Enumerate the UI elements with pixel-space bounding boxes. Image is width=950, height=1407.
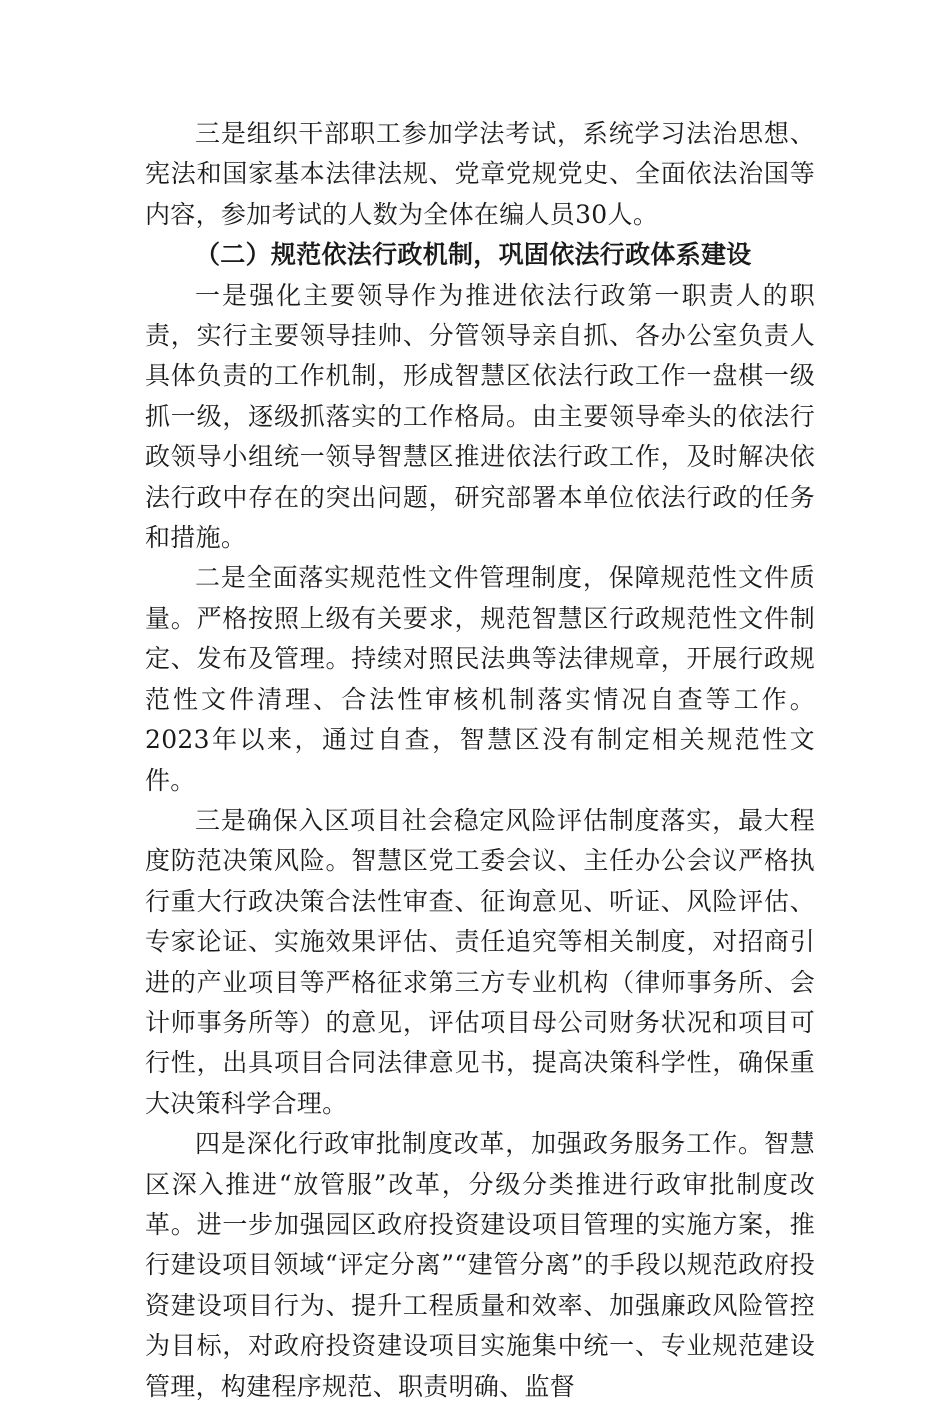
- paragraph-administrative-approval: 四是深化行政审批制度改革，加强政务服务工作。智慧区深入推进“放管服”改革，分级分类推进行政审批制度改革。进一步加强园区政府投资建设项目管理的实施方案，推行建设项目领域“评定分离”“建管分离”的手段以规范政府投资建设项目行为、提升工程质量和效率、加强廉政风险管控为目标，对政府投资建设项目实施集中统一、专业规范建设管理，构建程序规范、职责明确、监督: [145, 1129, 815, 1401]
- paragraph-leadership-responsibility: 一是强化主要领导作为推进依法行政第一职责人的职责，实行主要领导挂帅、分管领导亲自抓、各办公室负责人具体负责的工作机制，形成智慧区依法行政工作一盘棋一级抓一级，逐级抓落实的工作格局。由主要领导牵头的依法行政领导小组统一领导智慧区推进依法行政工作，及时解决依法行政中存在的突出问题，研究部署本单位依法行政的任务和措施。: [145, 280, 815, 553]
- paragraph-exam-participation: 三是组织干部职工参加学法考试，系统学习法治思想、宪法和国家基本法律法规、党章党规党史、全面依法治国等内容，参加考试的人数为全体在编人员30人。: [145, 119, 815, 229]
- paragraph-normative-documents: 二是全面落实规范性文件管理制度，保障规范性文件质量。严格按照上级有关要求，规范智慧区行政规范性文件制定、发布及管理。持续对照民法典等法律规章，开展行政规范性文件清理、合法性审核机制落实情况自查等工作。2023年以来，通过自查，智慧区没有制定相关规范性文件。: [145, 563, 815, 795]
- paragraph-risk-assessment: 三是确保入区项目社会稳定风险评估制度落实，最大程度防范决策风险。智慧区党工委会议、主任办公会议严格执行重大行政决策合法性审查、征询意见、听证、风险评估、专家论证、实施效果评估、责任追究等相关制度，对招商引进的产业项目等严格征求第三方专业机构（律师事务所、会计师事务所等）的意见，评估项目母公司财务状况和项目可行性，出具项目合同法律意见书，提高决策科学性，确保重大决策科学合理。: [145, 805, 815, 1118]
- document-body: [145, 114, 815, 1407]
- section-heading: （二）规范依法行政机制，巩固依法行政体系建设: [195, 240, 752, 270]
